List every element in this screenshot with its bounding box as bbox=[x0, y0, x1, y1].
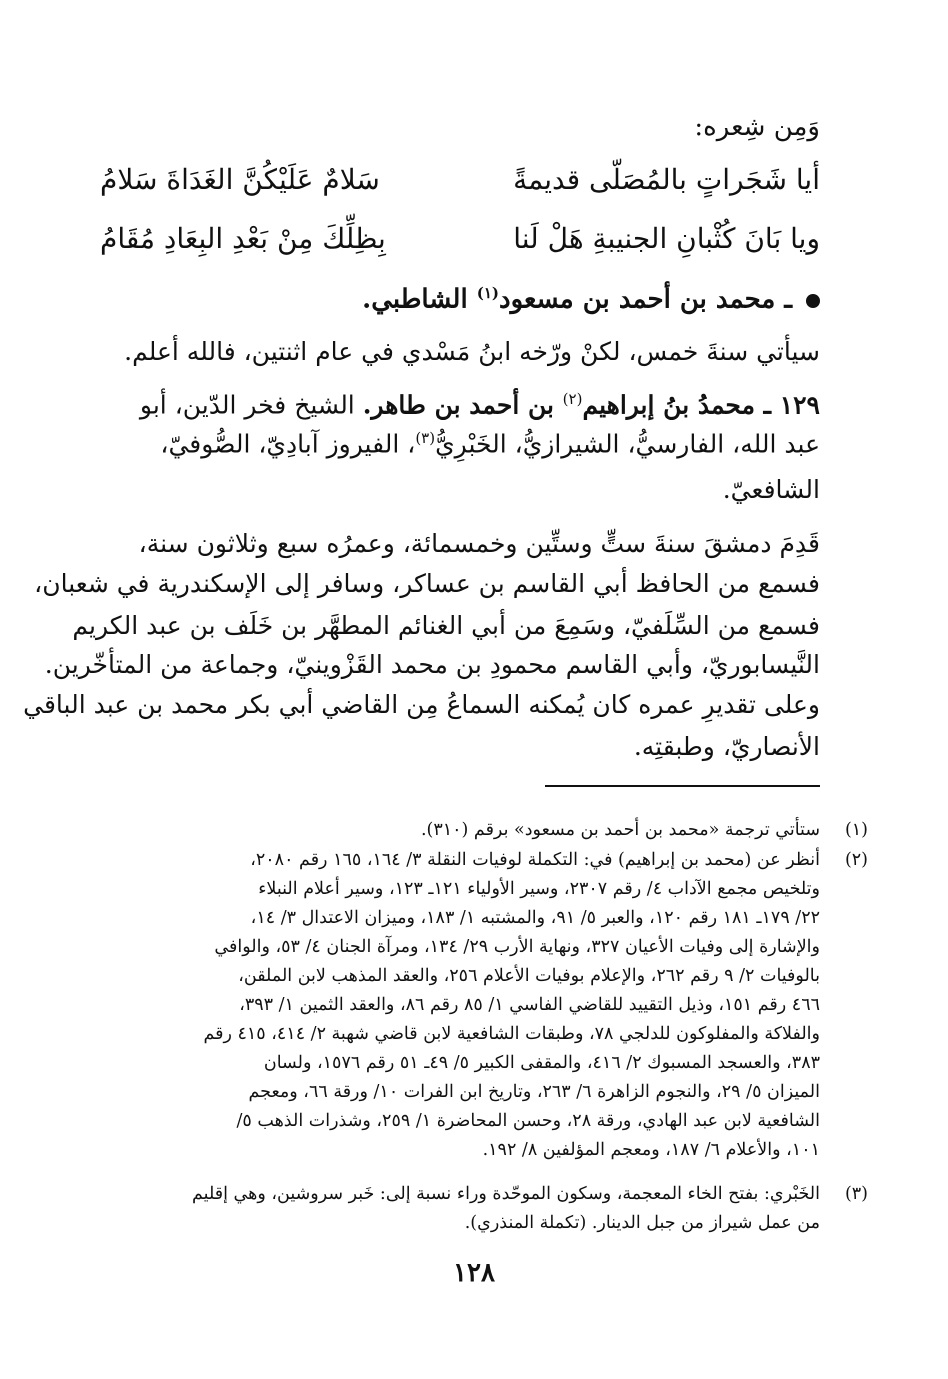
verse-line-2 bbox=[100, 222, 820, 255]
entry-129-nisbas: عبد الله، الفارسيُّ، الشيرازيُّ، الخَبْرِيُّ bbox=[435, 429, 820, 459]
note-line: سيأتي سنةَ خمس، لكنْ ورّخه ابنُ مَسْدي في عام اثنتين، فالله أعلم. bbox=[124, 337, 820, 366]
footnote-line: والفلاكة والمفلوكون للدلجي ٧٨، وطبقات الشافعية لابن قاضي شهبة ٢/ ٤١٤، ٤١٥ رقم bbox=[203, 1024, 820, 1044]
footnote-line: من عمل شيراز من جبل الدينار. (تكملة المنذري). bbox=[464, 1213, 820, 1233]
footnote-number: (٢) bbox=[844, 850, 868, 870]
paragraph-line: فسمع من السِّلَفيّ، وسَمِعَ من أبي الغنائم المطهَّر بن خَلَف بن عبد الكريم bbox=[72, 611, 820, 640]
poetry-intro: وَمِن شِعره: bbox=[694, 112, 820, 142]
entry-129-line-2 bbox=[108, 429, 820, 458]
footnote-line: ستأتي ترجمة «محمد بن أحمد بن مسعود» برقم (٣١٠). bbox=[420, 820, 820, 840]
footnote-line: بالوفيات ٢/ ٩ رقم ٢٦٢، والإعلام بوفيات الأعلام ٢٥٦، والعقد المذهب لابن الملقن، bbox=[238, 966, 820, 986]
footnote-divider bbox=[545, 785, 820, 787]
verse-2-right-hemistich: ويا بَانَ كُثْبانِ الجنيبةِ هَلْ لَنا bbox=[513, 222, 820, 255]
bullet-entry bbox=[362, 284, 820, 315]
bullet-dot-icon bbox=[806, 294, 820, 308]
verse-1-left-hemistich: سَلامٌ عَلَيْكُنَّ الغَدَاةَ سَلامُ bbox=[100, 163, 380, 196]
entry-129-name: ١٢٩ ـ محمدُ بنُ إبراهيم bbox=[582, 390, 820, 420]
verse-2-left-hemistich: بِظِلِّكَ مِنْ بَعْدِ البِعَادِ مُقَامُ bbox=[100, 222, 386, 255]
verse-1-right-hemistich: أيا شَجَراتٍ بالمُصَلّى قديمةً bbox=[513, 163, 820, 196]
paragraph-line: النَّيسابوريّ، وأبي القاسم محمودِ بن محمد القَزْوينيّ، وجماعة من المتأخّرين. bbox=[44, 650, 820, 679]
footnote-3 bbox=[104, 1180, 868, 1238]
verse-line-1 bbox=[100, 163, 820, 196]
paragraph-line: قَدِمَ دمشقَ سنةَ ستٍّ وستِّين وخمسمائة، وعمرُه سبع وثلاثون سنة، bbox=[138, 529, 820, 558]
footnote-ref-1: (١) bbox=[476, 284, 500, 302]
footnote-line: ١٠١، والأعلام ٦/ ١٨٧، ومعجم المؤلفين ٨/ ١٩٢. bbox=[482, 1140, 820, 1160]
entry-129-heading bbox=[108, 390, 820, 419]
footnote-2 bbox=[104, 846, 868, 1165]
entry-129-nisbas-cont: ، الفيروز آبادِيّ، الصُّوفيّ، bbox=[160, 429, 416, 459]
bullet-entry-name: ـ محمد بن أحمد بن مسعود bbox=[499, 284, 792, 315]
footnote-number: (٣) bbox=[844, 1184, 868, 1204]
entry-129-line-3: الشافعيّ. bbox=[722, 475, 820, 504]
footnote-line: ٣٨٣، والعسجد المسبوك ٢/ ٤١٦، والمقفى الكبير ٥/ ٤٩ـ ٥١ رقم ١٥٧٦، ولسان bbox=[263, 1053, 820, 1073]
paragraph-line: الأنصاريّ، وطبقتِه. bbox=[633, 732, 820, 761]
footnote-line: ٤٦٦ رقم ١٥١، وذيل التقييد للقاضي الفاسي ١/ ٨٥ رقم ٨٦، والعقد الثمين ١/ ٣٩٣، bbox=[239, 995, 820, 1015]
footnote-number: (١) bbox=[844, 820, 868, 840]
footnote-line: والإشارة إلى وفيات الأعيان ٣٢٧، ونهاية الأرب ٢٩/ ١٣٤، ومرآة الجنان ٤/ ٥٣، والوافي bbox=[214, 937, 820, 957]
footnote-line: أنظر عن (محمد بن إبراهيم) في: التكملة لوفيات النقلة ٣/ ١٦٤، ١٦٥ رقم ٢٠٨٠، bbox=[250, 850, 820, 870]
footnote-line: ٢٢/ ١٧٩ـ ١٨١ رقم ١٢٠، والعبر ٥/ ٩١، والمشتبه ١/ ١٨٣، وميزان الاعتدال ٣/ ١٤، bbox=[250, 908, 820, 928]
footnote-line: وتلخيص مجمع الآداب ٤/ رقم ٢٣٠٧، وسير الأولياء ١٢١ـ ١٢٣، وسير أعلام النبلاء bbox=[258, 879, 820, 899]
footnote-1 bbox=[104, 816, 868, 845]
footnote-ref-2: (٢) bbox=[562, 390, 583, 408]
footnote-line: الميزان ٥/ ٢٩، والنجوم الزاهرة ٦/ ٢٦٣، وتاريخ ابن الفرات ١٠/ ورقة ٦٦، ومعجم bbox=[248, 1082, 820, 1102]
bullet-entry-suffix: الشاطبي. bbox=[362, 284, 477, 315]
paragraph-line: فسمع من الحافظ أبي القاسم بن عساكر، وسافر إلى الإسكندرية في شعبان، bbox=[34, 569, 820, 598]
footnote-line: الشافعية لابن عبد الهادي، ورقة ٢٨، وحسن المحاضرة ١/ ٢٥٩، وشذرات الذهب ٥/ bbox=[236, 1111, 820, 1131]
entry-129-lineage: بن أحمد بن طاهر. bbox=[362, 390, 563, 420]
entry-129-title: الشيخ فخر الدّين، أبو bbox=[139, 390, 363, 420]
paragraph-line: وعلى تقديرِ عمره كان يُمكنه السماعُ مِن القاضي أبي بكر محمد بن عبد الباقي bbox=[23, 690, 820, 719]
page-number: ١٢٨ bbox=[453, 1258, 495, 1288]
footnote-line: الخَبْري: بفتح الخاء المعجمة، وسكون الموحّدة وراء نسبة إلى: خَبر سروشين، وهي إقليم bbox=[192, 1184, 820, 1204]
footnote-ref-3: (٣) bbox=[415, 429, 436, 447]
